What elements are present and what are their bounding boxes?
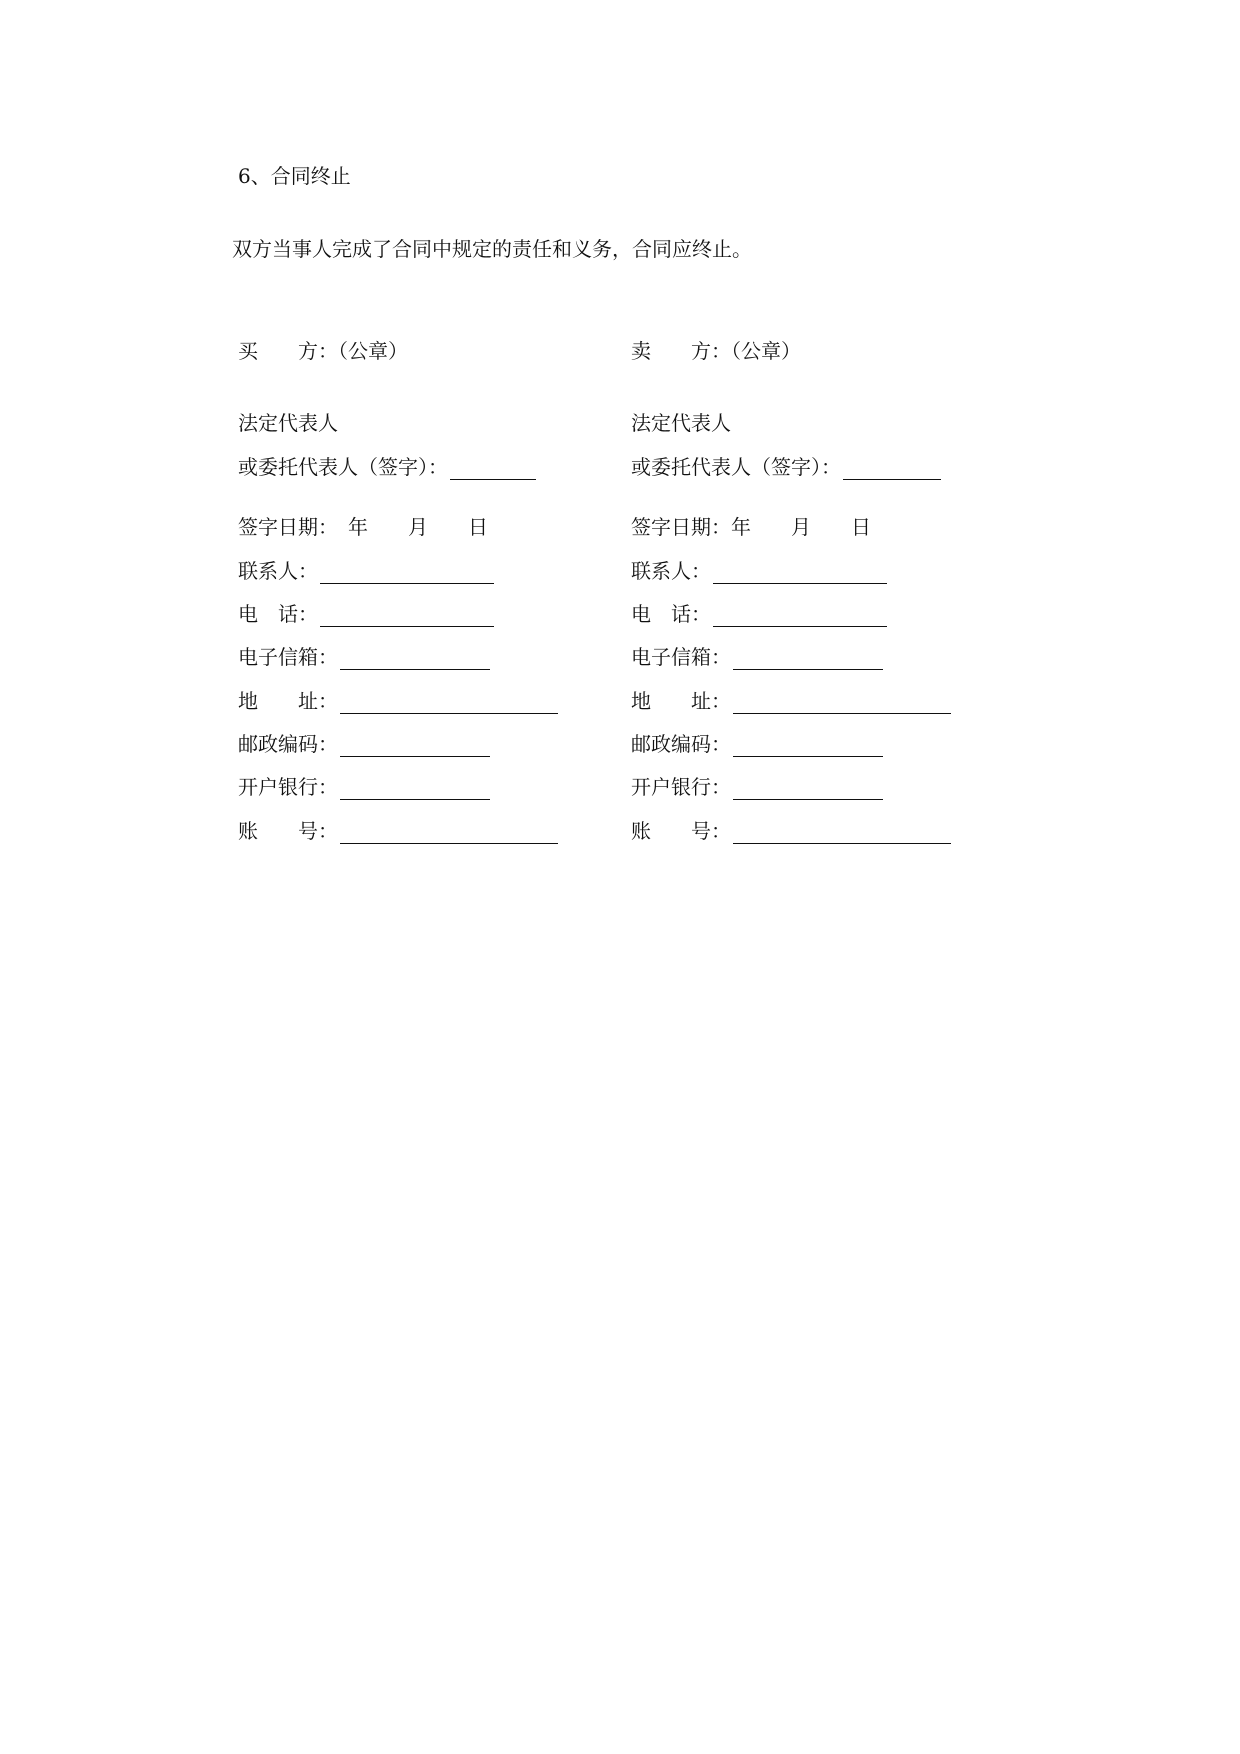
section-heading: 6、合同终止 [238,164,351,188]
seller-authorized-representative [631,454,941,480]
buyer-account [238,818,558,844]
buyer-contact-label: 联系人： [238,559,318,583]
seller-legal-representative: 法定代表人 [631,411,731,435]
seller-phone-label: 电 话： [631,602,711,626]
buyer-signature-line[interactable] [450,459,536,480]
seller-party-label: 卖 方：（公章） [631,339,801,363]
seller-sign-date: 签字日期：年 月 日 [631,515,871,539]
seller-contact-line[interactable] [713,563,887,584]
seller-bank [631,774,883,800]
buyer-contact [238,558,494,584]
buyer-authorized-representative [238,454,536,480]
buyer-postcode-label: 邮政编码： [238,732,338,756]
buyer-party-label: 买 方：（公章） [238,339,408,363]
buyer-phone-line[interactable] [320,606,494,627]
buyer-contact-line[interactable] [320,563,494,584]
buyer-postcode-line[interactable] [340,736,490,757]
seller-address [631,688,951,714]
seller-bank-line[interactable] [733,779,883,800]
seller-email [631,644,883,670]
buyer-address-line[interactable] [340,693,558,714]
buyer-bank [238,774,490,800]
seller-email-label: 电子信箱： [631,645,731,669]
seller-account [631,818,951,844]
seller-postcode-label: 邮政编码： [631,732,731,756]
seller-postcode [631,731,883,757]
buyer-authorized-representative-label: 或委托代表人（签字）： [238,455,448,479]
seller-email-line[interactable] [733,649,883,670]
buyer-postcode [238,731,490,757]
seller-contact-label: 联系人： [631,559,711,583]
buyer-account-line[interactable] [340,823,558,844]
buyer-bank-label: 开户银行： [238,775,338,799]
seller-phone [631,601,887,627]
seller-postcode-line[interactable] [733,736,883,757]
seller-authorized-representative-label: 或委托代表人（签字）： [631,455,841,479]
buyer-email-line[interactable] [340,649,490,670]
seller-address-label: 地 址： [631,689,731,713]
seller-bank-label: 开户银行： [631,775,731,799]
seller-contact [631,558,887,584]
buyer-account-label: 账 号： [238,819,338,843]
buyer-email [238,644,490,670]
buyer-address [238,688,558,714]
buyer-phone-label: 电 话： [238,602,318,626]
seller-signature-line[interactable] [843,459,941,480]
buyer-legal-representative: 法定代表人 [238,411,338,435]
seller-phone-line[interactable] [713,606,887,627]
buyer-bank-line[interactable] [340,779,490,800]
termination-clause: 双方当事人完成了合同中规定的责任和义务，合同应终止。 [232,237,752,261]
seller-address-line[interactable] [733,693,951,714]
buyer-phone [238,601,494,627]
seller-account-line[interactable] [733,823,951,844]
buyer-address-label: 地 址： [238,689,338,713]
buyer-email-label: 电子信箱： [238,645,338,669]
seller-account-label: 账 号： [631,819,731,843]
buyer-sign-date: 签字日期： 年 月 日 [238,515,488,539]
